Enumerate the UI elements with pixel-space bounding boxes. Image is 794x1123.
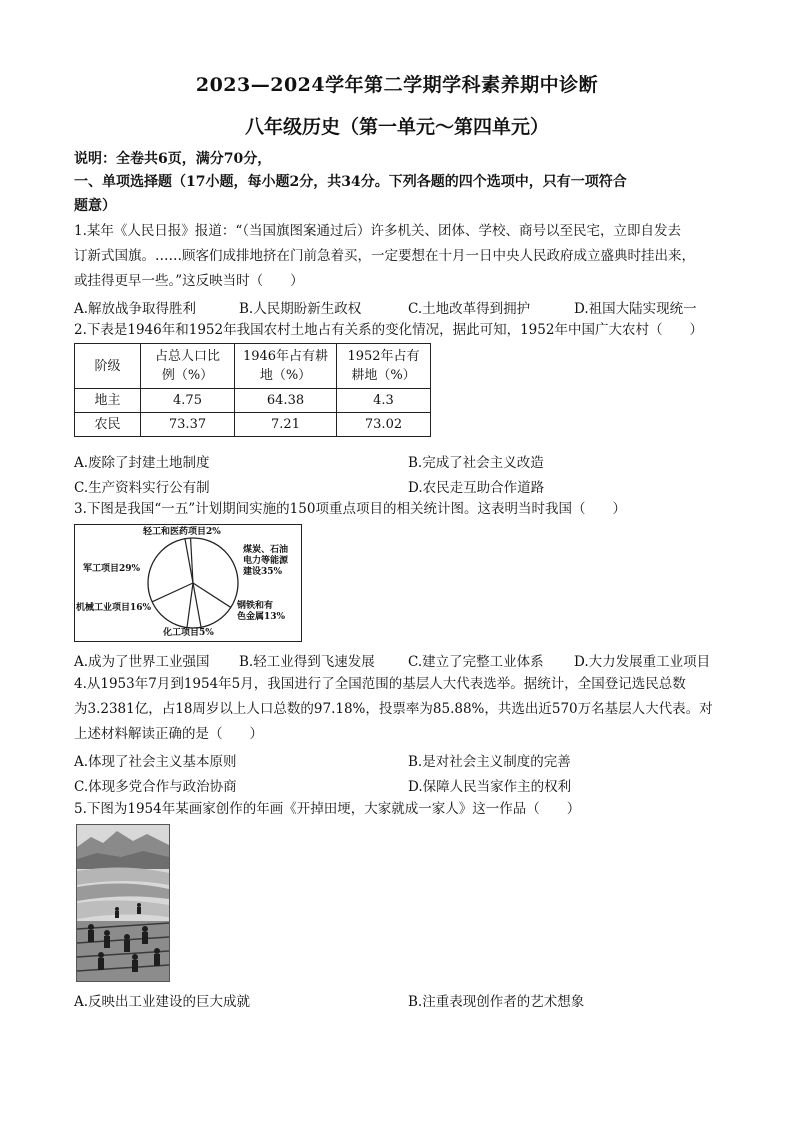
label-steel-line: 色金属13% xyxy=(237,612,286,622)
q3-option-c: C.建立了完整工业体系 xyxy=(408,654,544,670)
header-text: 1952年占有 xyxy=(347,349,420,364)
q1-option-a: A.解放战争取得胜利 xyxy=(74,301,197,317)
label-energy xyxy=(243,545,288,578)
q2-option-d: D.农民走互助合作道路 xyxy=(408,480,545,496)
table-header-cell xyxy=(337,344,431,389)
q1-stem-line1: 1.某年《人民日报》报道：“（当国旗图案通过后）许多机关、团体、学校、商号以至民宅，立即自发去 xyxy=(74,223,682,239)
exam-title: 2023—2024学年第二学期学科素养期中诊断 xyxy=(195,74,599,96)
header-text: 1946年占有耕 xyxy=(242,349,329,364)
q2-option-b: B.完成了社会主义改造 xyxy=(408,455,544,471)
table-cell: 农民 xyxy=(75,413,141,437)
table-cell: 4.75 xyxy=(141,389,235,413)
label-chemical: 化工项目5% xyxy=(163,628,214,638)
header-text: 耕地（%） xyxy=(351,368,416,383)
exam-subtitle: 八年级历史（第一单元～第四单元） xyxy=(244,116,549,138)
header-text: 占总人口比 xyxy=(154,349,220,364)
label-steel-line: 钢铁和有 xyxy=(237,601,274,611)
table-cell: 7.21 xyxy=(235,413,337,437)
q4-option-a: A.体现了社会主义基本原则 xyxy=(74,754,237,770)
section-heading-line1: 一、单项选择题（17小题，每小题2分，共34分。下列各题的四个选项中，只有一项符合 xyxy=(74,174,627,190)
q5-option-a: A.反映出工业建设的巨大成就 xyxy=(74,994,251,1010)
painting-illustration xyxy=(77,825,169,981)
q4-option-c: C.体现多党合作与政治协商 xyxy=(74,779,237,795)
land-table xyxy=(74,343,431,437)
q3-option-a: A.成为了世界工业强国 xyxy=(74,654,210,670)
label-energy-line: 电力等能源 xyxy=(243,556,289,566)
pie-chart xyxy=(74,524,302,642)
q2-option-a: A.废除了封建土地制度 xyxy=(74,455,210,471)
q1-option-c: C.土地改革得到拥护 xyxy=(408,301,531,317)
q3-option-b: B.轻工业得到飞速发展 xyxy=(239,654,375,670)
instructions: 说明：全卷共6页，满分70分， xyxy=(74,151,272,167)
section-heading-line2: 题意） xyxy=(74,198,116,214)
q4-option-d: D.保障人民当家作主的权利 xyxy=(408,779,572,795)
q4-option-b: B.是对社会主义制度的完善 xyxy=(408,754,571,770)
label-energy-line: 建设35% xyxy=(243,567,283,577)
table-header-row xyxy=(75,344,431,389)
q1-stem-line3: 或挂得更早一些。”这反映当时（ ） xyxy=(74,273,304,289)
table-header-cell xyxy=(235,344,337,389)
table-cell: 4.3 xyxy=(337,389,431,413)
q2-option-c: C.生产资料实行公有制 xyxy=(74,480,210,496)
q1-option-d: D.祖国大陆实现统一 xyxy=(574,301,697,317)
q1-stem-line2: 订新式国旗。……顾客们成排地挤在门前急着买，一定要想在十月一日中央人民政府成立盛典时挂出来， xyxy=(74,248,695,264)
q2-stem: 2.下表是1946年和1952年我国农村土地占有关系的变化情况，据此可知，1952年中国广大农村（ ） xyxy=(74,322,703,338)
q4-stem-line3: 上述材料解读正确的是（ ） xyxy=(74,726,263,742)
label-light-industry: 轻工和医药项目2% xyxy=(143,527,221,537)
table-row xyxy=(75,413,431,437)
q3-option-d: D.大力发展重工业项目 xyxy=(574,654,711,670)
table-cell: 地主 xyxy=(75,389,141,413)
header-text: 阶级 xyxy=(94,358,121,374)
table-cell: 64.38 xyxy=(235,389,337,413)
table-cell: 73.02 xyxy=(337,413,431,437)
table-header-cell xyxy=(75,344,141,389)
q5-option-b: B.注重表现创作者的艺术想象 xyxy=(408,994,585,1010)
header-text: 例（%） xyxy=(161,368,214,383)
q4-stem-line2: 为3.2381亿，占18周岁以上人口总数的97.18%，投票率为85.88%，共选出近570万名基层人大代表。对 xyxy=(74,701,713,717)
table-header-cell xyxy=(141,344,235,389)
table-row xyxy=(75,389,431,413)
q5-stem: 5.下图为1954年某画家创作的年画《开掉田埂，大家就成一家人》这一作品（ ） xyxy=(74,801,581,817)
label-machinery: 机械工业项目16% xyxy=(76,603,152,613)
pie-chart-svg xyxy=(75,525,301,641)
label-energy-line: 煤炭、石油 xyxy=(243,545,289,555)
table-cell: 73.37 xyxy=(141,413,235,437)
label-steel xyxy=(237,601,285,623)
painting-image xyxy=(76,824,170,982)
q4-stem-line1: 4.从1953年7月到1954年5月，我国进行了全国范围的基层人大代表选举。据统计，全国登记选民总数 xyxy=(74,676,686,692)
label-military: 军工项目29% xyxy=(83,564,141,574)
q3-stem: 3.下图是我国“一五”计划期间实施的150项重点项目的相关统计图。这表明当时我国（ ） xyxy=(74,501,626,517)
header-text: 地（%） xyxy=(259,368,312,383)
q1-option-b: B.人民期盼新生政权 xyxy=(239,301,362,317)
